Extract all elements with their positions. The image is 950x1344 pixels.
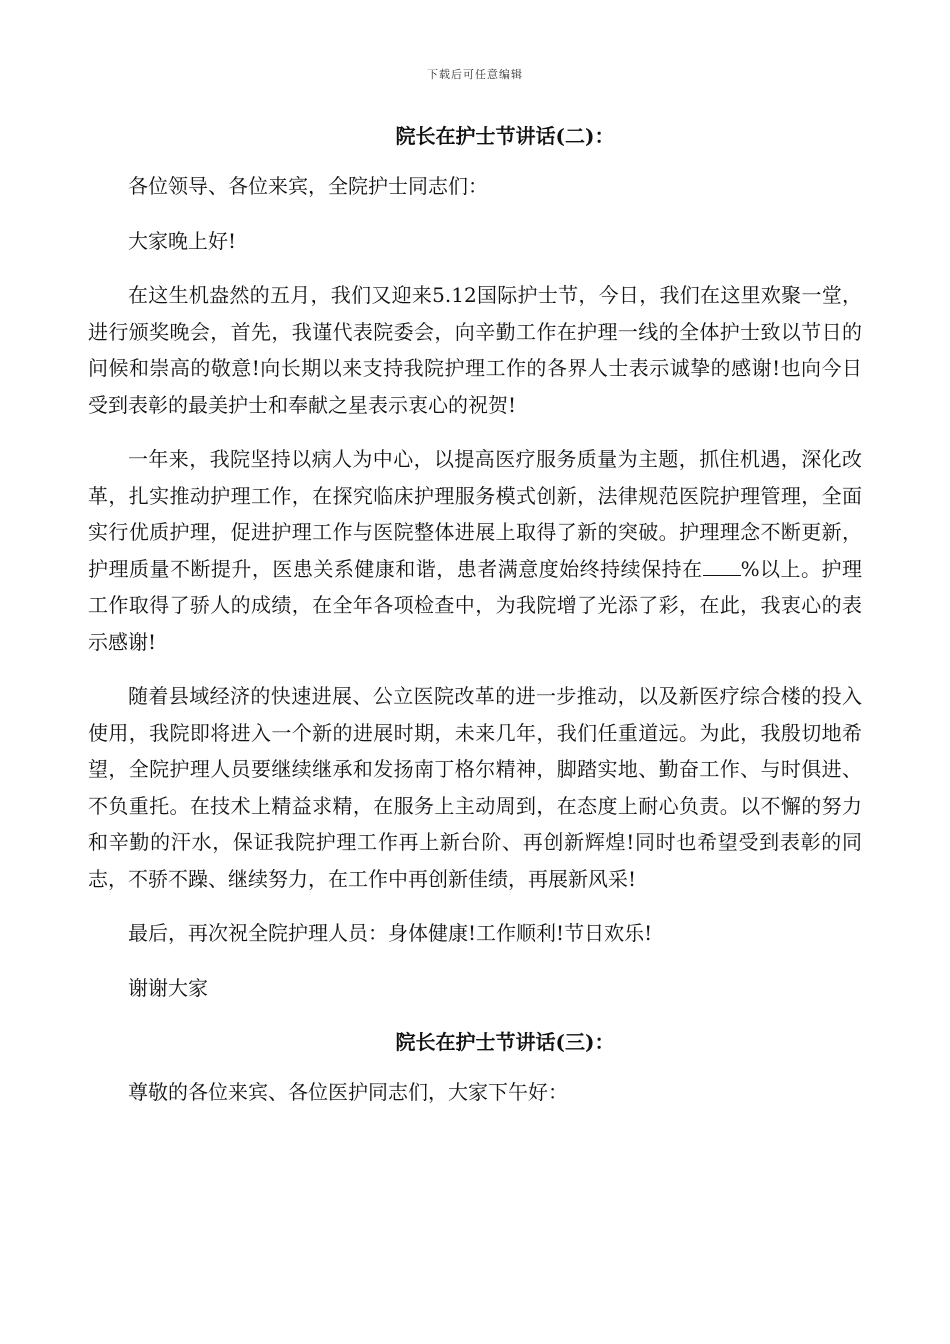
- body-paragraph-2-part-2: %以上。护理工作取得了骄人的成绩，在全年各项检查中，为我院增了光添了彩，在此，我衷心的表示感谢!: [88, 556, 862, 654]
- header-note: 下载后可任意编辑: [427, 68, 523, 81]
- body-paragraph-2-part-1: 一年来，我院坚持以病人为中心，以提高医疗服务质量为主题，抓住机遇，深化改革，扎实推动护理工作，在探究临床护理服务模式创新，法律规范医院护理管理，全面实行优质护理，促进护理工作与医院整体进展上取得了新的突破。护理理念不断更新，护理质量不断提升，医患关系健康和谐，患者满意度始终持续保持在: [88, 447, 862, 581]
- section3-greeting-paragraph: 尊敬的各位来宾、各位医护同志们，大家下午好：: [128, 1080, 568, 1104]
- document-body: [88, 118, 862, 1129]
- closing-paragraph: 谢谢大家: [128, 975, 208, 1000]
- body-paragraph-2: [88, 441, 862, 660]
- section-title-3: 院长在护士节讲话(三)：: [395, 1030, 615, 1054]
- body-paragraph-1: 在这生机盎然的五月，我们又迎来5.12国际护士节，今日，我们在这里欢聚一堂，进行颁奖晚会，首先，我谨代表院委会，向辛勤工作在护理一线的全体护士致以节日的问候和崇高的敬意!向长期以来支持我院护理工作的各界人士表示诚挚的感谢!也向今日受到表彰的最美护士和奉献之星表示衷心的祝贺!: [88, 283, 862, 417]
- section-title-2: 院长在护士节讲话(二)：: [395, 124, 615, 148]
- greeting-paragraph: 各位领导、各位来宾，全院护士同志们：: [128, 174, 488, 198]
- fill-in-blank: [703, 555, 741, 576]
- salutation-paragraph: 大家晚上好!: [128, 228, 237, 253]
- body-paragraph-3: 随着县域经济的快速进展、公立医院改革的进一步推动，以及新医疗综合楼的投入使用，我院即将进入一个新的进展时期，未来几年，我们任重道远。为此，我殷切地希望，全院护理人员要继续继承和发扬南丁格尔精神，脚踏实地、勤奋工作、与时俱进、不负重托。在技术上精益求精，在服务上主动周到，在态度上耐心负责。以不懈的努力和辛勤的汗水，保证我院护理工作再上新台阶、再创新辉煌!同时也希望受到表彰的同志，不骄不躁、继续努力，在工作中再创新佳绩，再展新风采!: [88, 684, 862, 891]
- body-paragraph-4: 最后，再次祝全院护理人员：身体健康!工作顺利!节日欢乐!: [128, 921, 653, 945]
